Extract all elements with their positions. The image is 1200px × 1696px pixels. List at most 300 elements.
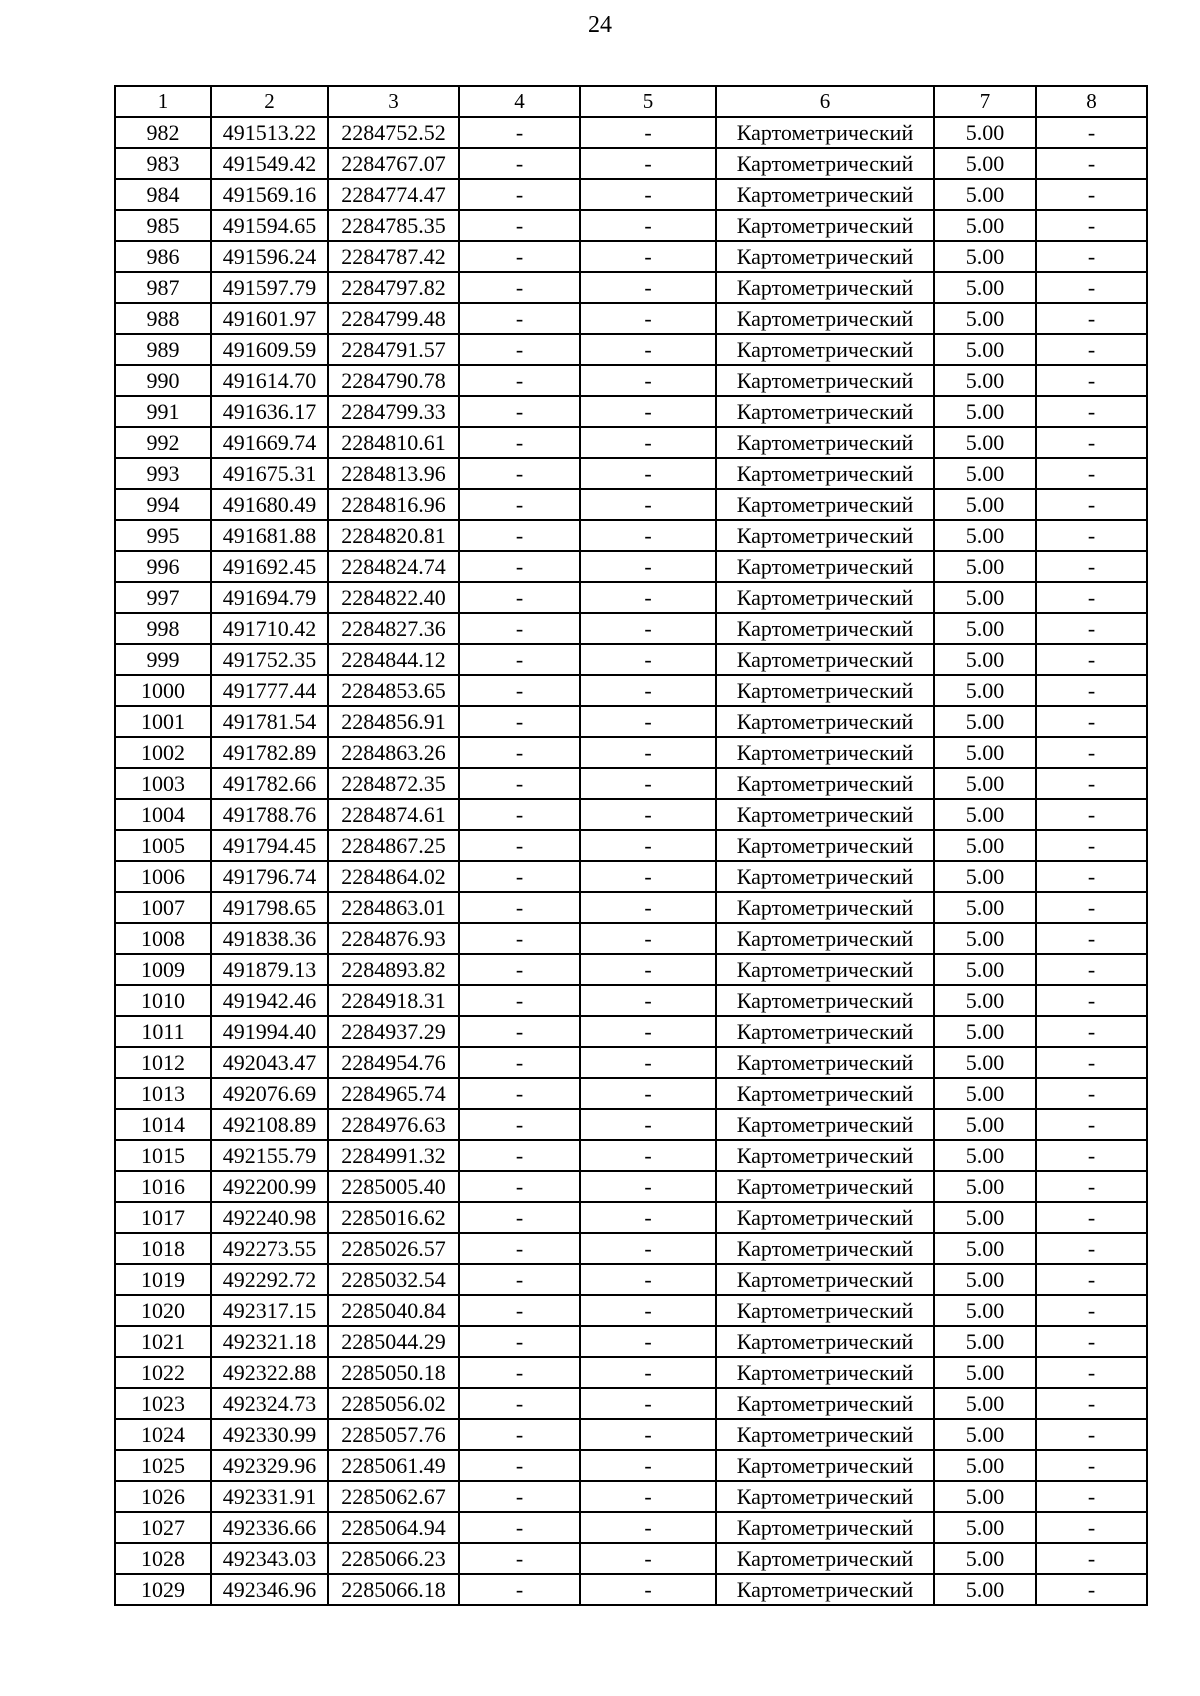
- x-coordinate-cell: 492273.55: [211, 1233, 328, 1264]
- column-4-cell: -: [459, 241, 580, 272]
- table-row: [115, 427, 1147, 458]
- table-row: [115, 303, 1147, 334]
- table-row: [115, 1202, 1147, 1233]
- column-8-cell: -: [1036, 117, 1147, 148]
- point-number-cell: 990: [115, 365, 211, 396]
- column-4-cell: -: [459, 1419, 580, 1450]
- column-8-cell: -: [1036, 179, 1147, 210]
- x-coordinate-cell: 492336.66: [211, 1512, 328, 1543]
- column-5-cell: -: [580, 1264, 716, 1295]
- point-number-cell: 991: [115, 396, 211, 427]
- column-header: 6: [716, 86, 934, 117]
- method-cell: Картометрический: [716, 1202, 934, 1233]
- column-4-cell: -: [459, 148, 580, 179]
- x-coordinate-cell: 491838.36: [211, 923, 328, 954]
- method-cell: Картометрический: [716, 613, 934, 644]
- accuracy-cell: 5.00: [934, 520, 1036, 551]
- y-coordinate-cell: 2285064.94: [328, 1512, 459, 1543]
- column-header: 2: [211, 86, 328, 117]
- column-5-cell: -: [580, 954, 716, 985]
- column-4-cell: -: [459, 1481, 580, 1512]
- point-number-cell: 1024: [115, 1419, 211, 1450]
- point-number-cell: 1017: [115, 1202, 211, 1233]
- table-row: [115, 520, 1147, 551]
- x-coordinate-cell: 491569.16: [211, 179, 328, 210]
- method-cell: Картометрический: [716, 303, 934, 334]
- accuracy-cell: 5.00: [934, 1233, 1036, 1264]
- column-8-cell: -: [1036, 551, 1147, 582]
- column-8-cell: -: [1036, 520, 1147, 551]
- column-8-cell: -: [1036, 675, 1147, 706]
- point-number-cell: 1016: [115, 1171, 211, 1202]
- method-cell: Картометрический: [716, 179, 934, 210]
- column-5-cell: -: [580, 1295, 716, 1326]
- y-coordinate-cell: 2284876.93: [328, 923, 459, 954]
- table-row: [115, 1171, 1147, 1202]
- table-row: [115, 1357, 1147, 1388]
- y-coordinate-cell: 2284872.35: [328, 768, 459, 799]
- method-cell: Картометрический: [716, 799, 934, 830]
- point-number-cell: 1006: [115, 861, 211, 892]
- x-coordinate-cell: 491994.40: [211, 1016, 328, 1047]
- column-8-cell: -: [1036, 613, 1147, 644]
- table-row: [115, 1233, 1147, 1264]
- x-coordinate-cell: 492322.88: [211, 1357, 328, 1388]
- y-coordinate-cell: 2284954.76: [328, 1047, 459, 1078]
- point-number-cell: 1015: [115, 1140, 211, 1171]
- column-5-cell: -: [580, 582, 716, 613]
- column-4-cell: -: [459, 1202, 580, 1233]
- column-4-cell: -: [459, 954, 580, 985]
- table-row: [115, 644, 1147, 675]
- point-number-cell: 1009: [115, 954, 211, 985]
- point-number-cell: 1003: [115, 768, 211, 799]
- column-4-cell: -: [459, 334, 580, 365]
- column-4-cell: -: [459, 737, 580, 768]
- column-8-cell: -: [1036, 799, 1147, 830]
- method-cell: Картометрический: [716, 1295, 934, 1326]
- y-coordinate-cell: 2284813.96: [328, 458, 459, 489]
- column-header: 5: [580, 86, 716, 117]
- table-row: [115, 179, 1147, 210]
- accuracy-cell: 5.00: [934, 1047, 1036, 1078]
- column-4-cell: -: [459, 1109, 580, 1140]
- table-row: [115, 365, 1147, 396]
- column-8-cell: -: [1036, 830, 1147, 861]
- y-coordinate-cell: 2284816.96: [328, 489, 459, 520]
- accuracy-cell: 5.00: [934, 861, 1036, 892]
- y-coordinate-cell: 2285044.29: [328, 1326, 459, 1357]
- column-header: 1: [115, 86, 211, 117]
- x-coordinate-cell: 491796.74: [211, 861, 328, 892]
- method-cell: Картометрический: [716, 830, 934, 861]
- column-5-cell: -: [580, 241, 716, 272]
- y-coordinate-cell: 2284822.40: [328, 582, 459, 613]
- point-number-cell: 1028: [115, 1543, 211, 1574]
- table-row: [115, 1481, 1147, 1512]
- accuracy-cell: 5.00: [934, 365, 1036, 396]
- y-coordinate-cell: 2285066.23: [328, 1543, 459, 1574]
- accuracy-cell: 5.00: [934, 830, 1036, 861]
- column-8-cell: -: [1036, 1481, 1147, 1512]
- x-coordinate-cell: 491596.24: [211, 241, 328, 272]
- column-8-cell: -: [1036, 1295, 1147, 1326]
- column-4-cell: -: [459, 1450, 580, 1481]
- column-5-cell: -: [580, 892, 716, 923]
- accuracy-cell: 5.00: [934, 1171, 1036, 1202]
- table-row: [115, 1047, 1147, 1078]
- method-cell: Картометрический: [716, 1016, 934, 1047]
- accuracy-cell: 5.00: [934, 1140, 1036, 1171]
- y-coordinate-cell: 2285016.62: [328, 1202, 459, 1233]
- table-row: [115, 613, 1147, 644]
- method-cell: Картометрический: [716, 1357, 934, 1388]
- column-5-cell: -: [580, 1543, 716, 1574]
- point-number-cell: 1014: [115, 1109, 211, 1140]
- column-5-cell: -: [580, 1419, 716, 1450]
- column-5-cell: -: [580, 303, 716, 334]
- accuracy-cell: 5.00: [934, 737, 1036, 768]
- column-5-cell: -: [580, 1574, 716, 1605]
- column-4-cell: -: [459, 675, 580, 706]
- accuracy-cell: 5.00: [934, 923, 1036, 954]
- x-coordinate-cell: 491777.44: [211, 675, 328, 706]
- accuracy-cell: 5.00: [934, 303, 1036, 334]
- column-5-cell: -: [580, 1512, 716, 1543]
- column-8-cell: -: [1036, 489, 1147, 520]
- column-8-cell: -: [1036, 241, 1147, 272]
- column-4-cell: -: [459, 551, 580, 582]
- y-coordinate-cell: 2284976.63: [328, 1109, 459, 1140]
- x-coordinate-cell: 492076.69: [211, 1078, 328, 1109]
- y-coordinate-cell: 2285040.84: [328, 1295, 459, 1326]
- column-5-cell: -: [580, 1481, 716, 1512]
- column-4-cell: -: [459, 396, 580, 427]
- x-coordinate-cell: 491636.17: [211, 396, 328, 427]
- point-number-cell: 998: [115, 613, 211, 644]
- column-5-cell: -: [580, 148, 716, 179]
- table-row: [115, 1512, 1147, 1543]
- point-number-cell: 995: [115, 520, 211, 551]
- point-number-cell: 1025: [115, 1450, 211, 1481]
- column-4-cell: -: [459, 892, 580, 923]
- table-row: [115, 489, 1147, 520]
- x-coordinate-cell: 491710.42: [211, 613, 328, 644]
- column-5-cell: -: [580, 365, 716, 396]
- point-number-cell: 1020: [115, 1295, 211, 1326]
- column-8-cell: -: [1036, 1264, 1147, 1295]
- column-4-cell: -: [459, 799, 580, 830]
- column-8-cell: -: [1036, 1233, 1147, 1264]
- column-8-cell: -: [1036, 644, 1147, 675]
- point-number-cell: 985: [115, 210, 211, 241]
- column-4-cell: -: [459, 1016, 580, 1047]
- column-5-cell: -: [580, 458, 716, 489]
- accuracy-cell: 5.00: [934, 210, 1036, 241]
- column-8-cell: -: [1036, 334, 1147, 365]
- point-number-cell: 1023: [115, 1388, 211, 1419]
- x-coordinate-cell: 492321.18: [211, 1326, 328, 1357]
- method-cell: Картометрический: [716, 148, 934, 179]
- accuracy-cell: 5.00: [934, 675, 1036, 706]
- method-cell: Картометрический: [716, 985, 934, 1016]
- point-number-cell: 1010: [115, 985, 211, 1016]
- column-4-cell: -: [459, 1357, 580, 1388]
- accuracy-cell: 5.00: [934, 148, 1036, 179]
- x-coordinate-cell: 491549.42: [211, 148, 328, 179]
- method-cell: Картометрический: [716, 1543, 934, 1574]
- point-number-cell: 1013: [115, 1078, 211, 1109]
- y-coordinate-cell: 2284918.31: [328, 985, 459, 1016]
- x-coordinate-cell: 492200.99: [211, 1171, 328, 1202]
- column-5-cell: -: [580, 1047, 716, 1078]
- x-coordinate-cell: 491669.74: [211, 427, 328, 458]
- accuracy-cell: 5.00: [934, 117, 1036, 148]
- x-coordinate-cell: 492292.72: [211, 1264, 328, 1295]
- point-number-cell: 1019: [115, 1264, 211, 1295]
- method-cell: Картометрический: [716, 861, 934, 892]
- x-coordinate-cell: 492043.47: [211, 1047, 328, 1078]
- column-4-cell: -: [459, 179, 580, 210]
- point-number-cell: 1004: [115, 799, 211, 830]
- column-5-cell: -: [580, 768, 716, 799]
- column-8-cell: -: [1036, 582, 1147, 613]
- y-coordinate-cell: 2285032.54: [328, 1264, 459, 1295]
- column-4-cell: -: [459, 303, 580, 334]
- column-8-cell: -: [1036, 1202, 1147, 1233]
- method-cell: Картометрический: [716, 644, 934, 675]
- x-coordinate-cell: 492155.79: [211, 1140, 328, 1171]
- y-coordinate-cell: 2284867.25: [328, 830, 459, 861]
- column-8-cell: -: [1036, 365, 1147, 396]
- column-4-cell: -: [459, 985, 580, 1016]
- method-cell: Картометрический: [716, 706, 934, 737]
- y-coordinate-cell: 2284863.26: [328, 737, 459, 768]
- column-4-cell: -: [459, 582, 580, 613]
- column-4-cell: -: [459, 1078, 580, 1109]
- column-5-cell: -: [580, 1016, 716, 1047]
- accuracy-cell: 5.00: [934, 458, 1036, 489]
- column-5-cell: -: [580, 1140, 716, 1171]
- column-5-cell: -: [580, 427, 716, 458]
- accuracy-cell: 5.00: [934, 644, 1036, 675]
- accuracy-cell: 5.00: [934, 334, 1036, 365]
- table-row: [115, 582, 1147, 613]
- method-cell: Картометрический: [716, 210, 934, 241]
- table-row: [115, 1264, 1147, 1295]
- x-coordinate-cell: 491794.45: [211, 830, 328, 861]
- table-row: [115, 799, 1147, 830]
- method-cell: Картометрический: [716, 1419, 934, 1450]
- column-4-cell: -: [459, 458, 580, 489]
- y-coordinate-cell: 2284937.29: [328, 1016, 459, 1047]
- method-cell: Картометрический: [716, 675, 934, 706]
- column-4-cell: -: [459, 1326, 580, 1357]
- accuracy-cell: 5.00: [934, 892, 1036, 923]
- column-header: 3: [328, 86, 459, 117]
- table-row: [115, 923, 1147, 954]
- column-4-cell: -: [459, 365, 580, 396]
- accuracy-cell: 5.00: [934, 1202, 1036, 1233]
- column-4-cell: -: [459, 117, 580, 148]
- y-coordinate-cell: 2284767.07: [328, 148, 459, 179]
- y-coordinate-cell: 2284864.02: [328, 861, 459, 892]
- table-row: [115, 241, 1147, 272]
- column-4-cell: -: [459, 427, 580, 458]
- y-coordinate-cell: 2284893.82: [328, 954, 459, 985]
- accuracy-cell: 5.00: [934, 272, 1036, 303]
- table-row: [115, 737, 1147, 768]
- method-cell: Картометрический: [716, 365, 934, 396]
- method-cell: Картометрический: [716, 923, 934, 954]
- point-number-cell: 1027: [115, 1512, 211, 1543]
- x-coordinate-cell: 492330.99: [211, 1419, 328, 1450]
- column-8-cell: -: [1036, 861, 1147, 892]
- column-4-cell: -: [459, 613, 580, 644]
- x-coordinate-cell: 491752.35: [211, 644, 328, 675]
- accuracy-cell: 5.00: [934, 1016, 1036, 1047]
- y-coordinate-cell: 2284791.57: [328, 334, 459, 365]
- accuracy-cell: 5.00: [934, 1543, 1036, 1574]
- point-number-cell: 1029: [115, 1574, 211, 1605]
- column-4-cell: -: [459, 1264, 580, 1295]
- column-8-cell: -: [1036, 1078, 1147, 1109]
- column-4-cell: -: [459, 768, 580, 799]
- point-number-cell: 983: [115, 148, 211, 179]
- column-8-cell: -: [1036, 737, 1147, 768]
- column-5-cell: -: [580, 799, 716, 830]
- table-row: [115, 551, 1147, 582]
- method-cell: Картометрический: [716, 334, 934, 365]
- column-8-cell: -: [1036, 1047, 1147, 1078]
- column-5-cell: -: [580, 675, 716, 706]
- table-row: [115, 768, 1147, 799]
- table-row: [115, 1016, 1147, 1047]
- accuracy-cell: 5.00: [934, 1512, 1036, 1543]
- column-5-cell: -: [580, 644, 716, 675]
- x-coordinate-cell: 492324.73: [211, 1388, 328, 1419]
- column-4-cell: -: [459, 1171, 580, 1202]
- y-coordinate-cell: 2285056.02: [328, 1388, 459, 1419]
- x-coordinate-cell: 492317.15: [211, 1295, 328, 1326]
- column-8-cell: -: [1036, 1140, 1147, 1171]
- point-number-cell: 997: [115, 582, 211, 613]
- x-coordinate-cell: 492346.96: [211, 1574, 328, 1605]
- column-5-cell: -: [580, 117, 716, 148]
- column-5-cell: -: [580, 396, 716, 427]
- column-4-cell: -: [459, 1047, 580, 1078]
- y-coordinate-cell: 2285050.18: [328, 1357, 459, 1388]
- y-coordinate-cell: 2284824.74: [328, 551, 459, 582]
- method-cell: Картометрический: [716, 1388, 934, 1419]
- column-5-cell: -: [580, 1171, 716, 1202]
- point-number-cell: 1026: [115, 1481, 211, 1512]
- column-4-cell: -: [459, 1543, 580, 1574]
- accuracy-cell: 5.00: [934, 551, 1036, 582]
- accuracy-cell: 5.00: [934, 1109, 1036, 1140]
- coordinates-table: [114, 85, 1148, 1606]
- column-4-cell: -: [459, 923, 580, 954]
- y-coordinate-cell: 2285061.49: [328, 1450, 459, 1481]
- column-5-cell: -: [580, 1388, 716, 1419]
- column-4-cell: -: [459, 830, 580, 861]
- accuracy-cell: 5.00: [934, 799, 1036, 830]
- method-cell: Картометрический: [716, 582, 934, 613]
- point-number-cell: 994: [115, 489, 211, 520]
- accuracy-cell: 5.00: [934, 489, 1036, 520]
- y-coordinate-cell: 2285026.57: [328, 1233, 459, 1264]
- column-8-cell: -: [1036, 954, 1147, 985]
- table-row: [115, 1295, 1147, 1326]
- method-cell: Картометрический: [716, 1078, 934, 1109]
- accuracy-cell: 5.00: [934, 1295, 1036, 1326]
- y-coordinate-cell: 2284991.32: [328, 1140, 459, 1171]
- accuracy-cell: 5.00: [934, 1326, 1036, 1357]
- point-number-cell: 999: [115, 644, 211, 675]
- column-5-cell: -: [580, 1357, 716, 1388]
- column-5-cell: -: [580, 334, 716, 365]
- column-5-cell: -: [580, 520, 716, 551]
- x-coordinate-cell: 491692.45: [211, 551, 328, 582]
- method-cell: Картометрический: [716, 737, 934, 768]
- y-coordinate-cell: 2284820.81: [328, 520, 459, 551]
- accuracy-cell: 5.00: [934, 1450, 1036, 1481]
- column-4-cell: -: [459, 1388, 580, 1419]
- point-number-cell: 988: [115, 303, 211, 334]
- x-coordinate-cell: 492108.89: [211, 1109, 328, 1140]
- column-8-cell: -: [1036, 1512, 1147, 1543]
- accuracy-cell: 5.00: [934, 1388, 1036, 1419]
- point-number-cell: 1011: [115, 1016, 211, 1047]
- method-cell: Картометрический: [716, 954, 934, 985]
- column-8-cell: -: [1036, 1450, 1147, 1481]
- y-coordinate-cell: 2284853.65: [328, 675, 459, 706]
- y-coordinate-cell: 2284785.35: [328, 210, 459, 241]
- column-5-cell: -: [580, 1450, 716, 1481]
- point-number-cell: 989: [115, 334, 211, 365]
- point-number-cell: 1008: [115, 923, 211, 954]
- y-coordinate-cell: 2284752.52: [328, 117, 459, 148]
- y-coordinate-cell: 2284844.12: [328, 644, 459, 675]
- y-coordinate-cell: 2284799.48: [328, 303, 459, 334]
- column-5-cell: -: [580, 272, 716, 303]
- column-8-cell: -: [1036, 985, 1147, 1016]
- column-5-cell: -: [580, 830, 716, 861]
- column-8-cell: -: [1036, 396, 1147, 427]
- column-header: 8: [1036, 86, 1147, 117]
- y-coordinate-cell: 2285062.67: [328, 1481, 459, 1512]
- column-5-cell: -: [580, 737, 716, 768]
- column-8-cell: -: [1036, 1326, 1147, 1357]
- accuracy-cell: 5.00: [934, 582, 1036, 613]
- table-row: [115, 1419, 1147, 1450]
- table-row: [115, 117, 1147, 148]
- column-8-cell: -: [1036, 272, 1147, 303]
- column-8-cell: -: [1036, 923, 1147, 954]
- method-cell: Картометрический: [716, 1512, 934, 1543]
- column-8-cell: -: [1036, 427, 1147, 458]
- column-4-cell: -: [459, 489, 580, 520]
- method-cell: Картометрический: [716, 1264, 934, 1295]
- method-cell: Картометрический: [716, 1047, 934, 1078]
- accuracy-cell: 5.00: [934, 613, 1036, 644]
- method-cell: Картометрический: [716, 458, 934, 489]
- method-cell: Картометрический: [716, 551, 934, 582]
- column-header: 7: [934, 86, 1036, 117]
- column-4-cell: -: [459, 272, 580, 303]
- table-row: [115, 1543, 1147, 1574]
- point-number-cell: 1012: [115, 1047, 211, 1078]
